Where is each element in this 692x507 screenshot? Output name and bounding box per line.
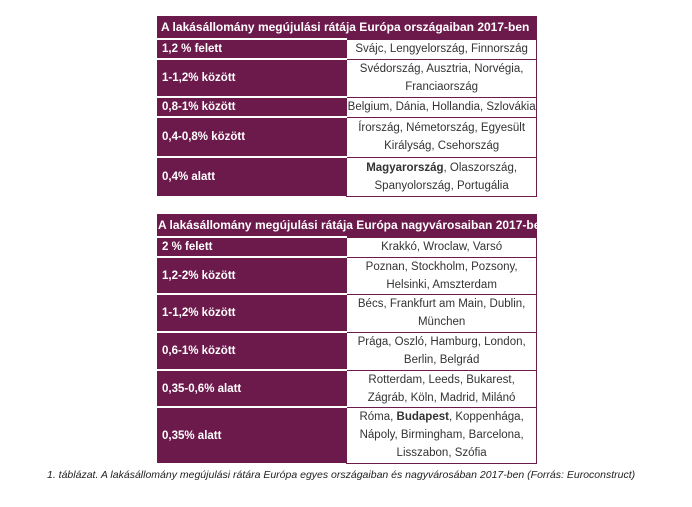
countries-cell xyxy=(347,157,537,196)
cities-cell: Poznan, Stockholm, Pozsony, Helsinki, Amszterdam xyxy=(347,257,537,294)
table-row xyxy=(157,117,537,157)
table-title: A lakásállomány megújulási rátája Európa országaiban 2017-ben xyxy=(157,16,537,39)
range-cell: 0,8-1% között xyxy=(157,97,347,117)
highlighted-city: Budapest xyxy=(396,411,449,423)
range-cell: 0,6-1% között xyxy=(157,332,347,370)
countries-table xyxy=(157,16,537,197)
table-row xyxy=(157,370,537,407)
range-cell: 1,2 % felett xyxy=(157,39,347,59)
countries-cell: Írország, Németország, Egyesült Királyság, Csehország xyxy=(347,117,537,157)
table-row xyxy=(157,407,537,463)
cities-text: , Koppenhága, Nápoly, Birmingham, Barcelona, Lisszabon, Szófia xyxy=(359,411,524,459)
countries-cell: Svédország, Ausztria, Norvégia, Franciaország xyxy=(347,59,537,97)
table-row xyxy=(157,97,537,117)
table-caption: 1. táblázat. A lakásállomány megújulási rátára Európa egyes országaiban és nagyvárosában 2017-ben (Forrás: Euroconstruct) xyxy=(47,469,636,481)
range-cell: 0,4-0,8% között xyxy=(157,117,347,157)
range-cell: 1-1,2% között xyxy=(157,59,347,97)
table-row xyxy=(157,332,537,370)
cities-cell: Krakkó, Wroclaw, Varsó xyxy=(347,237,537,257)
range-cell: 2 % felett xyxy=(157,237,347,257)
range-cell: 0,4% alatt xyxy=(157,157,347,196)
range-cell: 0,35-0,6% alatt xyxy=(157,370,347,407)
cities-text: Róma, xyxy=(359,411,397,423)
table-row xyxy=(157,39,537,59)
table-title: A lakásállomány megújulási rátája Európa nagyvárosaiban 2017-ben xyxy=(157,214,537,237)
cities-cell: Bécs, Frankfurt am Main, Dublin, München xyxy=(347,294,537,332)
table-row xyxy=(157,157,537,196)
cities-cell xyxy=(347,407,537,463)
table-row xyxy=(157,237,537,257)
cities-cell: Prága, Oszló, Hamburg, London, Berlin, Belgrád xyxy=(347,332,537,370)
cities-table xyxy=(157,214,548,464)
range-cell: 1-1,2% között xyxy=(157,294,347,332)
countries-cell: Belgium, Dánia, Hollandia, Szlovákia xyxy=(347,97,537,117)
cities-cell: Rotterdam, Leeds, Bukarest, Zágráb, Köln, Madrid, Milánó xyxy=(347,370,537,407)
table-row xyxy=(157,59,537,97)
range-cell: 1,2-2% között xyxy=(157,257,347,294)
range-cell: 0,35% alatt xyxy=(157,407,347,463)
highlighted-country: Magyarország xyxy=(366,161,444,174)
countries-text: , Olaszország, Spanyolország, Portugália xyxy=(374,161,518,192)
countries-cell: Svájc, Lengyelország, Finnország xyxy=(347,39,537,59)
table-row xyxy=(157,257,537,294)
table-row xyxy=(157,294,537,332)
